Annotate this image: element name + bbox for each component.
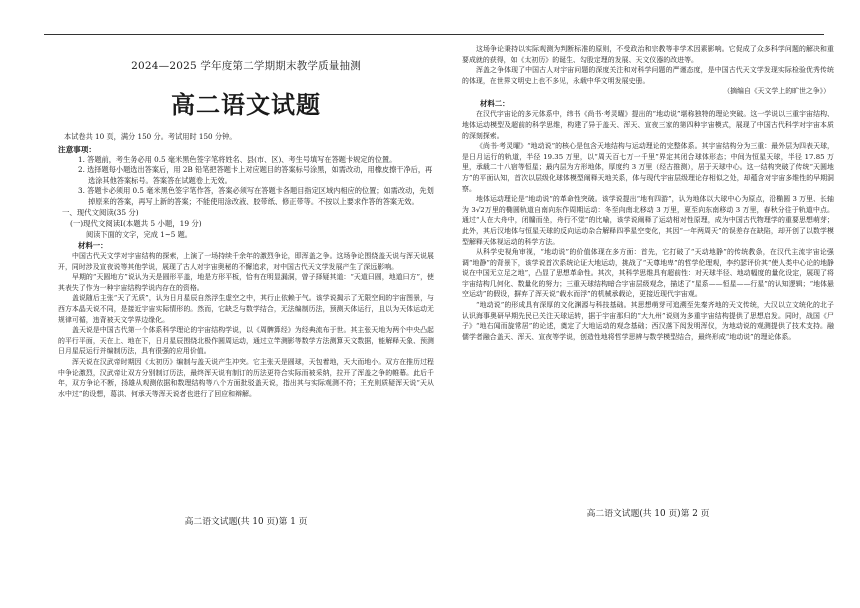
paragraph: 从科学史视角审视，“地动说”的价值体现在多方面：首先，它打破了“天动地静”的传统教条，在汉代主流宇宙论强调“地静”的背景下，该学说首次系统论证大地运动，挑战了“天尊地卑”的哲学伦理观，李约瑟评价其“使人类中心论的地静说在中国无立足之地”，凸显了思想革命性。其次，其科学思维具有超前性：对天球半径、地动幅度的量化设定，展现了将宇宙结构几何化、数量化的努力；三重天球结构暗合宇宙层级观念，描述了“星系——恒星——行星”的认知逻辑；“地体悬空运动”的假设，摒弃了浑天说“载水而浮”的机械承载论，更接近现代宇宙观。 (462, 248, 834, 299)
exam-info: 本试卷共 10 页，满分 150 分。考试用时 150 分钟。 (64, 132, 237, 141)
paragraph: “地动说”的形成具有深厚的文化渊源与科技基础。其思想萌芽可追溯至先秦齐地的天文传统，大汉以立文统化的北子认识海事奥研早期先民已关注天球运转，据于宇宙那归的“大九州”说则为多重宇宙结构提供了思想启发。同时，战国《尸子》“地右闻而旋常居”的论述，奠定了大地运动的观念基础；西汉落下闳发明浑仪，为地动说的观测提供了技术支持。融儒学者融合盖天、浑天、宣夜等学说，创造性地将哲学思辨与数学模型结合，最终形成“地动说”的理论体系。 (462, 301, 834, 341)
notes-list (58, 155, 434, 208)
paragraph: 地体运动理论是“地动说”的革命性突破。该学说提出“地有四游”，认为地体以大球中心为原点，沿椭圆 3 万里、长轴为 3√2万里的椭圆轨道自南向东作周期运动：冬至向南北移动 3 万里，夏至向东南移动 3 万里，春秋分往于轨道中点。通过“人在大舟中，闭牖而坐，舟行不觉”的比喻，该学说阐释了运动相对性原理，成为中国古代物理学的重要思想萌芽；此外，其后汉地体与恒星天球的反向运动杂合解释四季星空变化，其因“一年两周天”的误差存在缺陷，却开创了以数学模型解释天体视运动的科学方法。 (462, 195, 834, 246)
subsection-heading: (一)现代文阅读Ⅰ(本题共 5 小题，19 分) (70, 219, 202, 228)
paragraph: 浑天说在汉武帝时期因《太初历》编制与盖天说产生冲突。它主张天是圆球，天包着地，天大而地小。双方在推历过程中争论激烈，汉武帝让双方分别制订历法，最终浑天说有制订的历法更符合实际而被采纳，拉开了浑盖之争的帷幕。此后千年，双方争论不断，扬雄从观测依据和数理结构等八个方面批驳盖天说，指出其与实际观测不符；王充则质疑浑天说“天从水中过”的设想，葛洪、何承天等浑天说者也进行了回应和辩解。 (58, 357, 434, 398)
page-footer-left: 高二语文试题(共 10 页)第 1 页 (184, 517, 308, 527)
page-footer-right: 高二语文试题(共 10 页)第 2 页 (586, 509, 710, 519)
note-item: 3. 答题卡必须用 0.5 毫米黑色签字笔作答，答案必须写在答题卡各题目指定区域内相应的位置；如需改动，先划掉原来的答案，再写上新的答案；不能使用涂改液、胶带纸、修正带等。不按以上要求作答的答案无效。 (78, 186, 434, 206)
material-label: 材料一： (78, 241, 108, 250)
page-left (58, 44, 434, 399)
citation: （摘编自《天文学上的旷世之争》） (723, 87, 830, 96)
paragraph: 盖天说是中国古代第一个体系科学理论的宇宙结构学说，以《周髀算经》为经典流布于世。其主张天地为两个中央凸起的平行平面，天在上、地在下，日月星辰围绕北极作圆周运动，通过立竿测影等数学方法测算天文数据，能解释天象、预测日月星辰运行并编制历法，具有很强的应用价值。 (58, 326, 434, 356)
paragraph: 浑盖之争体现了中国古人对宇宙问题的深度关注和对科学问题的严谨态度，是中国古代天文学发现实际检验优秀传统的体现，在世界文明史上也不多见，永载中华文明发展史册。 (462, 66, 834, 85)
reading-instruction: 阅读下面的文字，完成 1~5 题。 (86, 230, 192, 239)
paragraph: 中国古代天文学对宇宙结构的探索，上演了一场持续千余年的激烈争论，即浑盖之争。这场争论围绕盖天说与浑天说展开，同时涉及宣夜说等其他学说，展现了古人对宇宙奥秘的不懈追求，对中国古代天文学发展产生了深远影响。 (58, 252, 434, 271)
paragraph: 早期的“天圆地方”说认为天是圆形平盖，地是方形平板，恰有在明显漏洞，曾子择疑其道：“天道曰圆，地道曰方”，使其表失了作为一种宇宙结构学说内存在的资格。 (58, 273, 434, 292)
paragraph: 在汉代宇宙论的多元体系中，纬书《尚书·考灵曜》提出的“地动说”堪称独特的理论突破。这一学说以三重宇宙结构、地体运动模型及超前的科学思维，构建了异于盖天、浑天、宣夜三家的第四种宇宙模式，展现了中国古代科学对宇宙本质的深刻探索。 (462, 110, 834, 140)
notes-title: 注意事项： (58, 144, 96, 154)
paragraph: 盖说随后主张“天了无质”，认为日月星辰自然浮生虚空之中，其行止依赖于气。该学说揭示了无限空间的宇宙图景，与西方本晶天说不同，是接近宇宙实际情形的。然而，它缺乏与数学结合，无法编制历法，预测天体运行，且以为天体运动无规律可循，违背被天文学界边缘化。 (58, 294, 434, 324)
note-item: 2. 选择题每小题选出答案后，用 2B 铅笔把答题卡上对应题目的答案标号涂黑，如需改动，用橡皮擦干净后，再选涂其他答案标号。答案答在试题卷上无效。 (78, 165, 433, 185)
material-label: 材料二： (480, 99, 510, 109)
exam-title: 高二语文试题 (171, 90, 321, 119)
top-rule (44, 34, 824, 35)
paragraph: 《尚书·考灵曜》“地动说”的核心是包含天地结构与运动理论的完整体系。其宇宙结构分为三重：最外层为四表天球，是日月运行的轨道，半径 19.35 万里，以“周天百七万一千里”界定其闭合球体形态；中间为恒星天球，半径 17.85 万里，承载二十八宿等恒星；最内层为方形地体，厚度约 3 万里（经古推测），居于天球中心。这一结构突破了传统“天圆地方”的平面认知，首次以层级化球体模型阐释天地关系，体与现代宇宙层级理论存相似之处，却蕴含对宇宙多维性的早期洞察。 (462, 142, 834, 193)
paragraph: 这场争论秉持以实际观测为判断标准的原则，不受政治和宗教等非学术因素影响。它促成了众多科学问题的解决和重要成就的获得，如《太初历》的诞生、勾股定理的发展、天文仪器的改进等。 (462, 45, 834, 64)
section-heading: 一、现代文阅读(35 分) (62, 208, 139, 217)
page-right (462, 44, 834, 342)
note-item: 1. 答题前，考生务必用 0.5 毫米黑色签字笔将姓名、县(市、区)、考生号填写在答题卡规定的位置。 (78, 154, 397, 164)
exam-name: 2024—2025 学年度第二学期期末教学质量抽测 (131, 60, 361, 72)
